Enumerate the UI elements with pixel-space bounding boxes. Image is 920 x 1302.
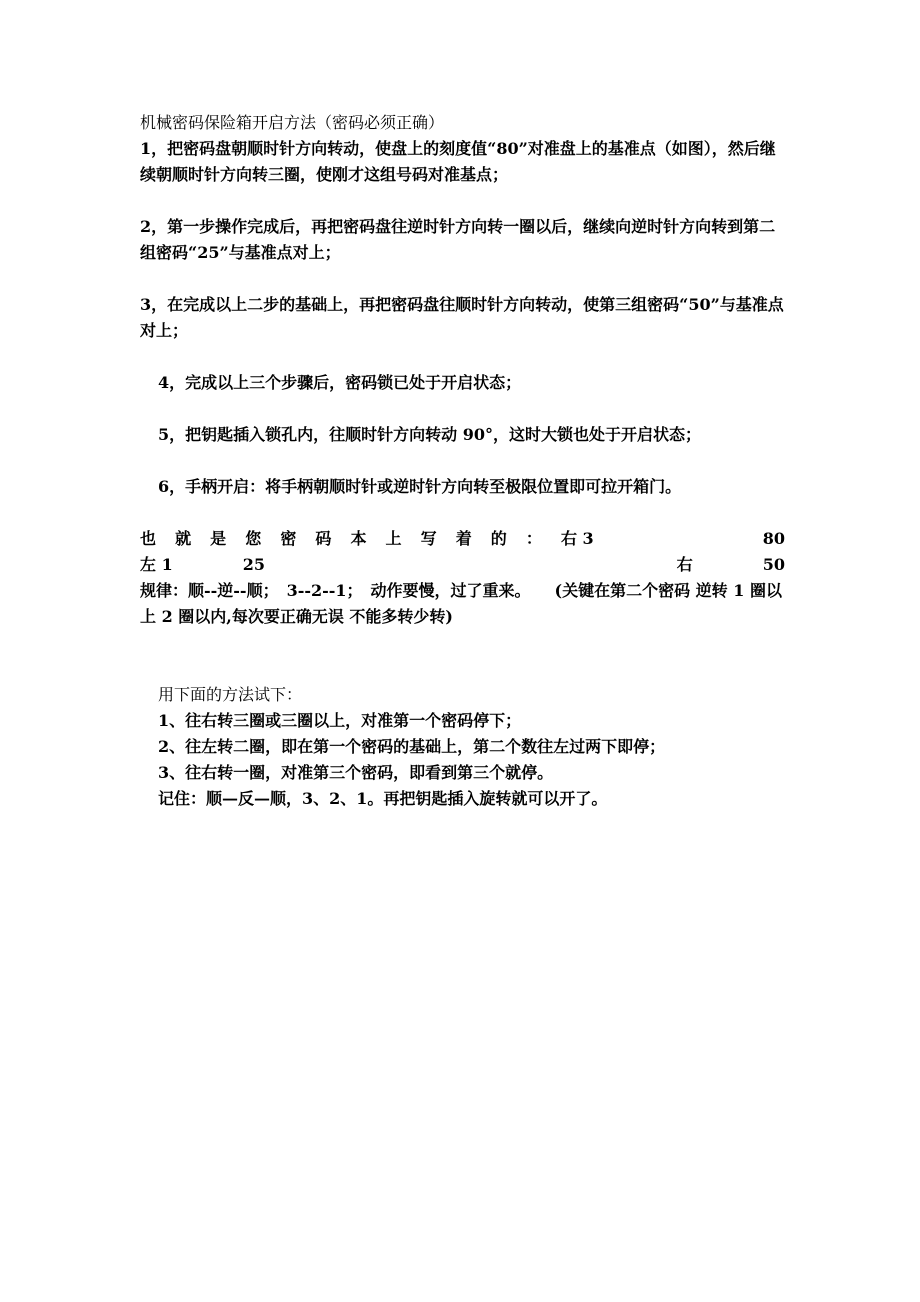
code-25: 25 — [242, 555, 265, 574]
spacer — [140, 344, 785, 370]
step-1: 1，把密码盘朝顺时针方向转动，使盘上的刻度值“80”对准盘上的基准点（如图），然后继续朝顺时针方向转三圈，使刚才这组号码对准基点； — [140, 139, 776, 184]
written-char: ： — [525, 529, 542, 548]
written-char: 就 — [175, 529, 192, 548]
written-char: 着 — [455, 529, 472, 548]
step-3: 3，在完成以上二步的基础上，再把密码盘往顺时针方向转动，使第三组密码“50”与基准点对上； — [140, 295, 784, 340]
code-right: 右 — [676, 555, 693, 574]
written-char: 的 — [490, 529, 507, 548]
spacer — [140, 188, 785, 214]
step-6: 6，手柄开启：将手柄朝顺时针或逆时针方向转至极限位置即可拉开箱门。 — [158, 477, 682, 496]
written-code-line — [140, 526, 785, 552]
written-char: 也 — [140, 529, 157, 548]
code-80: 80 — [762, 529, 785, 548]
written-char: 本 — [350, 529, 367, 548]
spacer — [140, 630, 785, 656]
rule-note: 规律：顺--逆--顺； 3--2--1； 动作要慢，过了重来。 (关键在第二个密码 逆转 1 圈以上 2 圈以内,每次要正确无误 不能多转少转) — [140, 581, 782, 626]
written-char: 码 — [315, 529, 332, 548]
document-body — [140, 110, 785, 812]
method-intro: 用下面的方法试下： — [158, 685, 303, 704]
spacer — [140, 656, 785, 682]
document-title: 机械密码保险箱开启方法（密码必须正确） — [140, 113, 445, 132]
written-char: 上 — [385, 529, 402, 548]
written-char: 是 — [210, 529, 227, 548]
written-char: 密 — [280, 529, 297, 548]
spacer — [140, 448, 785, 474]
code-right-3: 右 3 — [560, 529, 594, 548]
step-2: 2，第一步操作完成后，再把密码盘往逆时针方向转一圈以后，继续向逆时针方向转到第二组密码“25”与基准点对上； — [140, 217, 776, 262]
written-char: 写 — [420, 529, 437, 548]
method-item-remember: 记住：顺—反—顺，3、2、1。再把钥匙插入旋转就可以开了。 — [158, 789, 608, 808]
step-5: 5，把钥匙插入锁孔内，往顺时针方向转动 90°，这时大锁也处于开启状态； — [158, 425, 701, 444]
method-list — [140, 682, 785, 812]
code-50: 50 — [762, 555, 785, 574]
method-item-1: 1、往右转三圈或三圈以上，对准第一个密码停下； — [158, 711, 522, 730]
written-char: 您 — [245, 529, 262, 548]
code-left-1: 左 1 — [140, 555, 173, 574]
spacer — [140, 266, 785, 292]
spacer — [140, 396, 785, 422]
method-item-3: 3、往右转一圈，对准第三个密码，即看到第三个就停。 — [158, 763, 554, 782]
method-item-2: 2、往左转二圈，即在第一个密码的基础上，第二个数往左过两下即停； — [158, 737, 666, 756]
spacer — [140, 500, 785, 526]
code-line-2 — [140, 552, 785, 578]
step-4: 4，完成以上三个步骤后，密码锁已处于开启状态； — [158, 373, 522, 392]
